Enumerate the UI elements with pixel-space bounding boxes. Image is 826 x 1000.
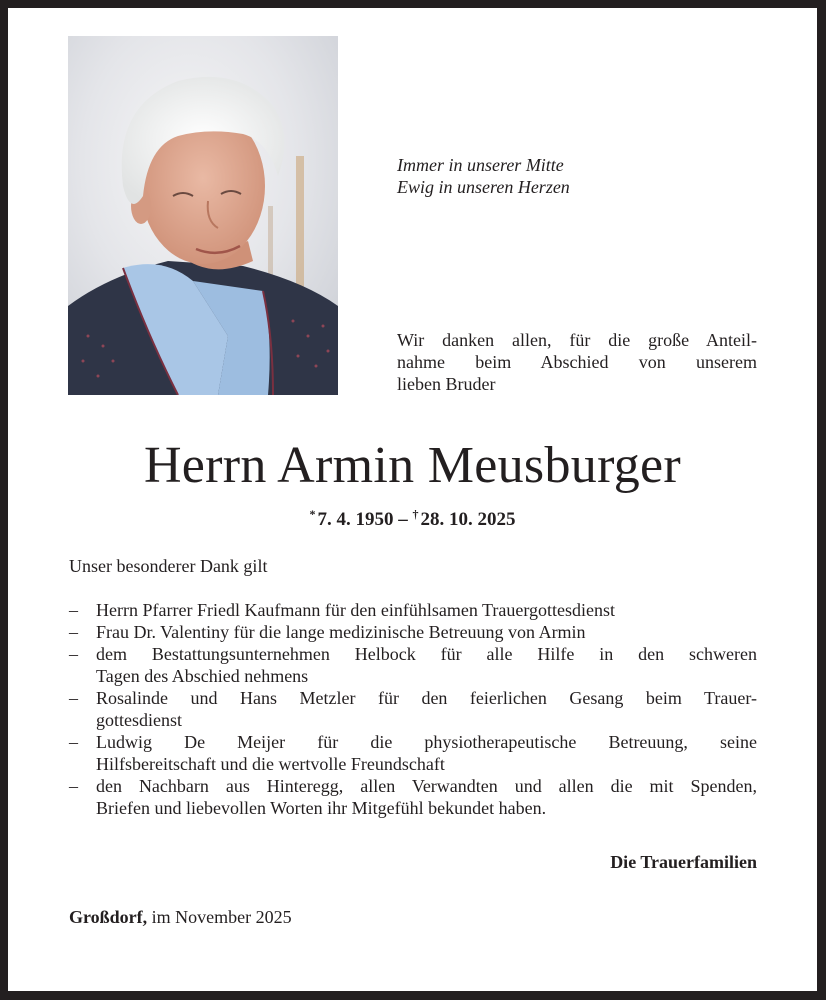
death-cross-icon: † xyxy=(412,507,419,521)
list-item xyxy=(69,731,757,775)
life-dates xyxy=(8,502,817,532)
motto xyxy=(397,154,570,198)
list-item xyxy=(69,687,757,731)
dank-list xyxy=(69,599,757,819)
portrait-photo xyxy=(68,36,338,395)
birth-star-icon: * xyxy=(309,507,316,521)
dash-bullet: – xyxy=(69,776,78,796)
birth-date: 7. 4. 1950 xyxy=(317,509,394,530)
place-date xyxy=(69,906,292,928)
list-item-line: Frau Dr. Valentiny für die lange medizinische Betreuung von Armin xyxy=(96,622,586,642)
date-separator: – xyxy=(393,509,413,530)
list-item-line: dem Bestattungsunternehmen Helbock für alle Hilfe in den schweren xyxy=(96,644,757,664)
list-item-line: den Nachbarn aus Hinteregg, allen Verwandten und allen die mit Spenden, xyxy=(96,776,757,796)
list-item xyxy=(69,599,757,621)
list-item-line: Ludwig De Meijer für die physiotherapeutische Betreuung, seine xyxy=(96,732,757,752)
dank-heading: Unser besonderer Dank gilt xyxy=(69,556,268,576)
dash-bullet: – xyxy=(69,644,78,664)
list-item-line: Hilfsbereitschaft und die wertvolle Freundschaft xyxy=(96,754,445,774)
list-item-line: Rosalinde und Hans Metzler für den feierlichen Gesang beim Trauer- xyxy=(96,688,757,708)
list-item xyxy=(69,621,757,643)
signature: Die Trauerfamilien xyxy=(610,852,757,872)
date-text: im November 2025 xyxy=(147,907,292,927)
dash-bullet: – xyxy=(69,600,78,620)
portrait-image xyxy=(68,36,338,395)
place-name: Großdorf, xyxy=(69,907,148,927)
obituary-page xyxy=(8,8,817,991)
list-item-line: Herrn Pfarrer Friedl Kaufmann für den einfühlsamen Trauergottesdienst xyxy=(96,600,616,620)
motto-line-1: Immer in unserer Mitte xyxy=(397,155,564,175)
list-item xyxy=(69,643,757,687)
list-item xyxy=(69,775,757,819)
list-item-line: Briefen und liebevollen Worten ihr Mitgefühl bekundet haben. xyxy=(96,798,547,818)
dash-bullet: – xyxy=(69,688,78,708)
thanks-intro-line-2: nahme beim Abschied von unserem xyxy=(397,352,757,372)
thanks-intro-line-1: Wir danken allen, für die große Anteil- xyxy=(397,330,757,350)
death-date: 28. 10. 2025 xyxy=(420,509,516,530)
dash-bullet: – xyxy=(69,622,78,642)
list-item-line: Tagen des Abschied nehmens xyxy=(96,666,309,686)
thanks-intro-line-3: lieben Bruder xyxy=(397,374,496,394)
thanks-intro xyxy=(397,329,757,395)
motto-line-2: Ewig in unseren Herzen xyxy=(397,177,570,197)
dash-bullet: – xyxy=(69,732,78,752)
deceased-name: Herrn Armin Meusburger xyxy=(143,437,682,494)
list-item-line: gottesdienst xyxy=(96,710,182,730)
